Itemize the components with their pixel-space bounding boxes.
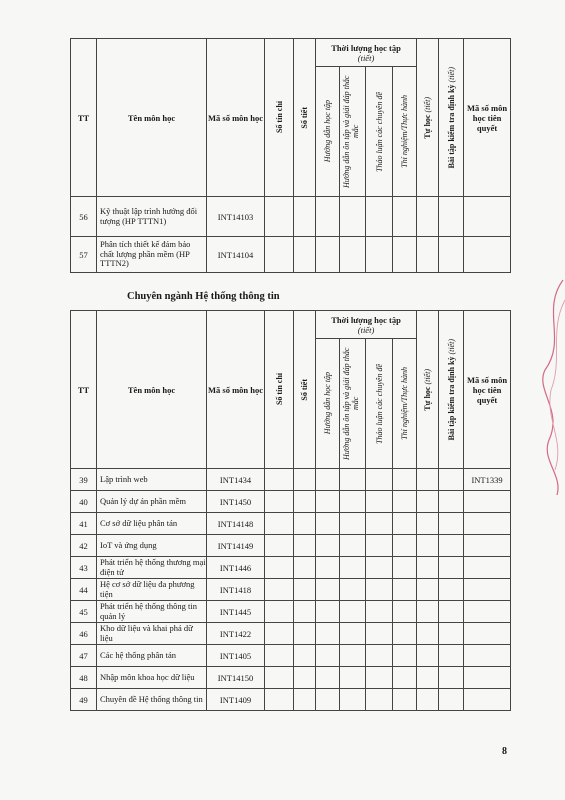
header-study-time: Thời lượng học tập (tiết) (316, 39, 417, 67)
course-table-2-body (71, 469, 511, 711)
table-row: 49 Chuyên đề Hệ thống thông tin INT1409 (71, 689, 511, 711)
header-review-guidance: Hướng dẫn ôn tập và giải đáp thắc mắc (340, 339, 366, 469)
course-table-1 (70, 38, 511, 273)
header-topic-discussion: Thảo luận các chuyên đề (366, 339, 393, 469)
table-row: 44 Hệ cơ sở dữ liệu đa phương tiện INT1418 (71, 579, 511, 601)
table-row: 43 Phát triển hệ thống thương mại điện tử INT1446 (71, 557, 511, 579)
page-number: 8 (502, 746, 507, 757)
table-row: 48 Nhập môn khoa học dữ liệu INT14150 (71, 667, 511, 689)
course-table-2 (70, 310, 511, 711)
header-topic-discussion: Thảo luận các chuyên đề (366, 67, 393, 197)
header-periods: Số tiết (294, 39, 316, 197)
table-row: 41 Cơ sở dữ liệu phân tán INT14148 (71, 513, 511, 535)
header-course-code: Mã số môn học (207, 311, 265, 469)
header-credits: Số tín chỉ (265, 39, 294, 197)
header-study-time: Thời lượng học tập (tiết) (316, 311, 417, 339)
header-periodic-test: Bài tập kiểm tra định kỳ (tiết) (439, 39, 464, 197)
header-review-guidance: Hướng dẫn ôn tập và giải đáp thắc mắc (340, 67, 366, 197)
header-prerequisite: Mã số môn học tiên quyết (464, 311, 511, 469)
table-row: 57 Phân tích thiết kế đảm bảo chất lượng phần mềm (HP TTTN2) INT14104 (71, 237, 511, 273)
header-lab-practice: Thí nghiệm/Thực hành (393, 67, 417, 197)
header-tt: TT (71, 311, 97, 469)
header-credits: Số tín chỉ (265, 311, 294, 469)
table-row: 46 Kho dữ liệu và khai phá dữ liệu INT1422 (71, 623, 511, 645)
header-self-study: Tự học (tiết) (417, 39, 439, 197)
header-periodic-test: Bài tập kiểm tra định kỳ (tiết) (439, 311, 464, 469)
header-self-study: Tự học (tiết) (417, 311, 439, 469)
table-row: 39 Lập trình web INT1434 INT1339 (71, 469, 511, 491)
table-row: 42 IoT và ứng dụng INT14149 (71, 535, 511, 557)
header-course-code: Mã số môn học (207, 39, 265, 197)
header-tt: TT (71, 39, 97, 197)
header-course-name: Tên môn học (97, 311, 207, 469)
header-lab-practice: Thí nghiệm/Thực hành (393, 339, 417, 469)
table-row: 45 Phát triển hệ thống thông tin quản lý INT1445 (71, 601, 511, 623)
table-row: 40 Quản lý dự án phần mềm INT1450 (71, 491, 511, 513)
section-title: Chuyên ngành Hệ thống thông tin (127, 291, 280, 302)
margin-stamp-decoration (537, 270, 565, 500)
header-guided-study: Hướng dẫn học tập (316, 67, 340, 197)
header-prerequisite: Mã số môn học tiên quyết (464, 39, 511, 197)
table-row: 47 Các hệ thống phân tán INT1405 (71, 645, 511, 667)
header-periods: Số tiết (294, 311, 316, 469)
header-course-name: Tên môn học (97, 39, 207, 197)
table-row: 56 Kỹ thuật lập trình hướng đối tượng (HP TTTN1) INT14103 (71, 197, 511, 237)
header-guided-study: Hướng dẫn học tập (316, 339, 340, 469)
